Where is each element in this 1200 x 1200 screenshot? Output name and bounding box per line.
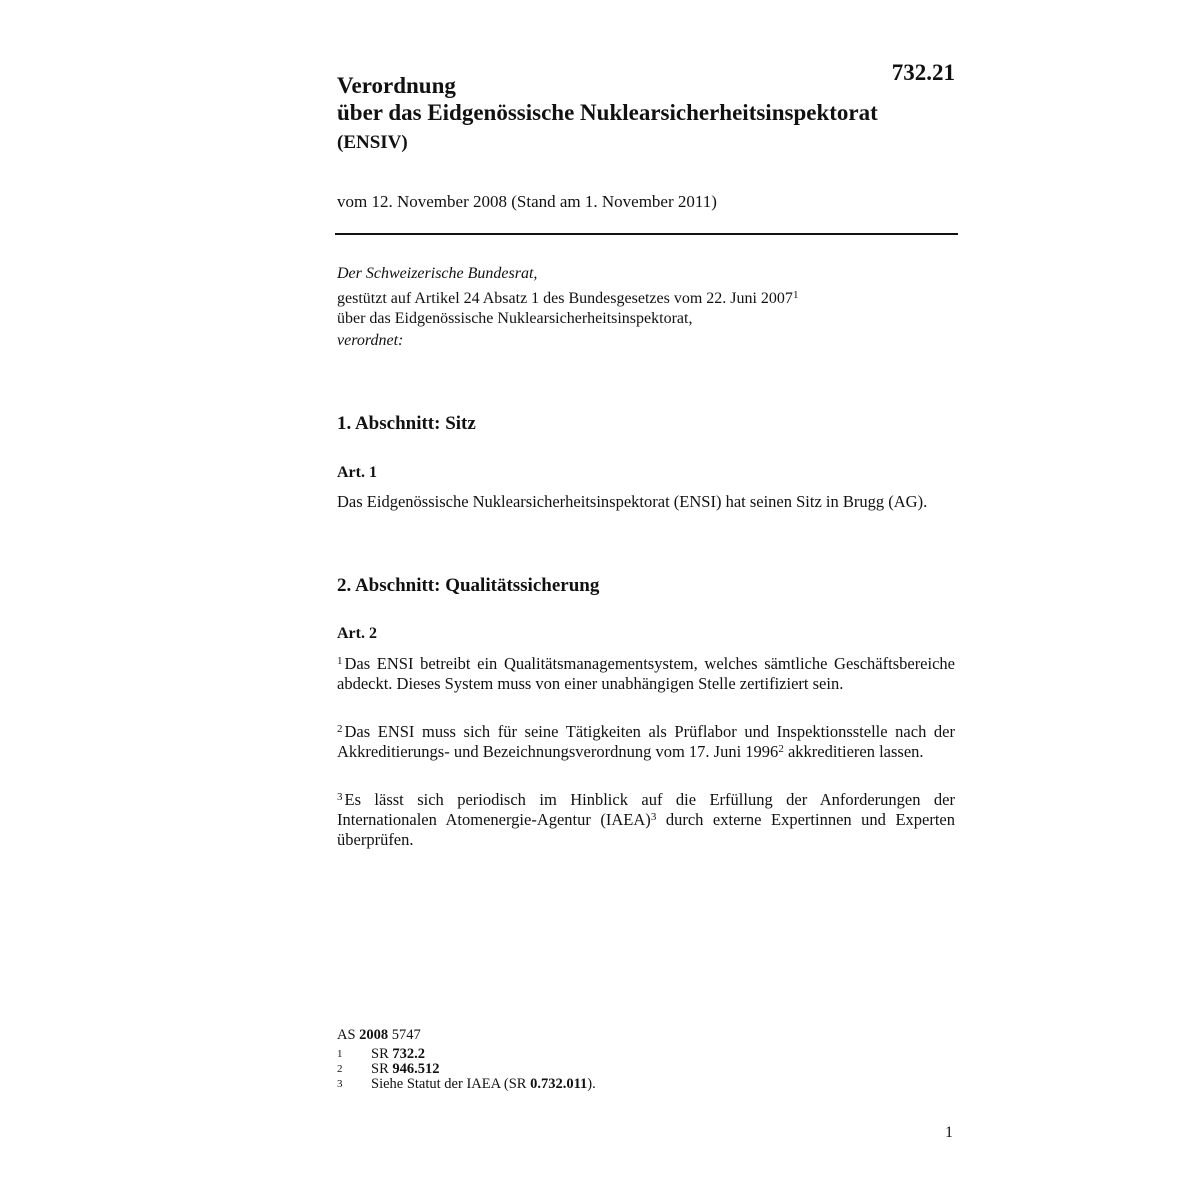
- footnote-suffix: ).: [587, 1076, 596, 1092]
- as-page: 5747: [391, 1027, 421, 1043]
- title-abbreviation: (ENSIV): [337, 132, 408, 153]
- official-compilation-ref: [337, 1027, 957, 1044]
- as-prefix: AS: [337, 1027, 356, 1043]
- paragraph-text: Das ENSI betreibt ein Qualitätsmanagementsystem, welches sämtliche Geschäftsbereiche abdeckt. Dieses System muss von einer unabhängigen Stelle zertifiziert sein.: [337, 654, 955, 693]
- footnote-sr-ref[interactable]: 732.2: [392, 1046, 425, 1062]
- footnote-prefix: Siehe Statut der IAEA (SR: [371, 1076, 527, 1092]
- article-2-heading: Art. 2: [337, 625, 377, 642]
- footnote-ref-2[interactable]: 2: [778, 743, 784, 755]
- footnote-prefix: SR: [371, 1061, 389, 1077]
- article-2-paragraph-2: [337, 722, 955, 762]
- preamble-decree: verordnet:: [337, 332, 404, 349]
- paragraph-number: 1: [337, 655, 343, 667]
- title-line-2: über das Eidgenössische Nuklearsicherheitsinspektorat: [337, 100, 878, 125]
- preamble: [337, 264, 957, 351]
- footnote-sr-ref[interactable]: 946.512: [392, 1061, 440, 1077]
- footnote-ref-3[interactable]: 3: [650, 811, 657, 823]
- footnote-2: [337, 1062, 957, 1077]
- footnote-number: 1: [337, 1048, 343, 1060]
- paragraph-text-a: Es lässt sich periodisch im Hinblick auf die Erfüllung der Anforderungen der Internationalen Atomenergie-Agentur (IAEA): [337, 790, 955, 829]
- footnotes: [337, 1027, 957, 1092]
- footnote-text: [371, 1077, 957, 1092]
- paragraph-text-a: Das ENSI muss sich für seine Tätigkeiten als Prüflabor und Inspektionsstelle nach der Akkreditierungs- und Bezeichnungsverordnung vom 17. Juni 1996: [337, 722, 955, 761]
- paragraph-text-b: akkreditieren lassen.: [787, 742, 924, 761]
- preamble-basis-text-2: über das Eidgenössische Nuklearsicherheitsinspektorat,: [337, 310, 693, 327]
- article-1-heading: Art. 1: [337, 464, 377, 481]
- header-divider: [335, 233, 958, 235]
- page-number: 1: [945, 1124, 953, 1141]
- date-line: vom 12. November 2008 (Stand am 1. November 2011): [337, 192, 717, 211]
- footnote-number: 3: [337, 1078, 343, 1090]
- footnote-text: [371, 1047, 957, 1062]
- footnote-1: [337, 1047, 957, 1062]
- footnote-sr-ref[interactable]: 0.732.011: [530, 1076, 588, 1092]
- footnote-prefix: SR: [371, 1046, 389, 1062]
- paragraph-text-b: durch externe Expertinnen und Experten überprüfen.: [337, 810, 956, 849]
- section-2-heading: 2. Abschnitt: Qualitätssicherung: [337, 575, 600, 596]
- paragraph-number: 3: [337, 791, 343, 803]
- sr-number: 732.21: [891, 60, 955, 85]
- footnote-ref-1[interactable]: 1: [792, 289, 799, 301]
- section-1-heading: 1. Abschnitt: Sitz: [337, 413, 476, 434]
- as-year: 2008: [359, 1027, 389, 1043]
- article-2-paragraph-3: [337, 790, 955, 850]
- footnote-text: [371, 1062, 957, 1077]
- preamble-basis-text-1: gestützt auf Artikel 24 Absatz 1 des Bundesgesetzes vom 22. Juni 2007: [337, 290, 793, 307]
- title-line-1: Verordnung: [337, 73, 456, 98]
- paragraph-number: 2: [337, 723, 343, 735]
- preamble-basis: [337, 289, 957, 329]
- article-2-paragraph-1: [337, 654, 955, 694]
- article-1-text: Das Eidgenössische Nuklearsicherheitsinspektorat (ENSI) hat seinen Sitz in Brugg (AG).: [337, 492, 928, 511]
- preamble-authority: Der Schweizerische Bundesrat,: [337, 265, 538, 282]
- footnote-number: 2: [337, 1063, 343, 1075]
- footnote-3: [337, 1077, 957, 1092]
- title-block: [337, 72, 957, 155]
